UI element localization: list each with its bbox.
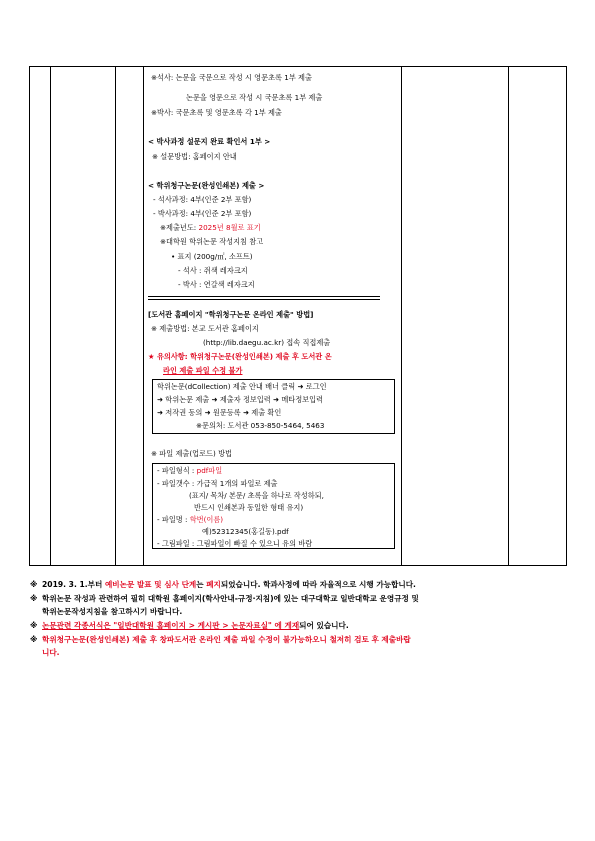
printed-cover-doctor: - 박사 : 연갈색 레자크지 [178, 280, 255, 289]
online-step-3: ➜ 저작권 동의 ➜ 원문등록 ➜ 제출 확인 [157, 408, 282, 417]
table-column-divider [508, 66, 509, 566]
section-divider [148, 299, 380, 300]
footnote-1: ※ 2019. 3. 1.부터 예비논문 발표 및 심사 단계는 폐지되었습니다. 학과사정에 따라 자율적으로 시행 가능합니다. [30, 580, 416, 589]
printed-cover: • 표지 (200g/㎡, 소프트) [171, 252, 253, 261]
abstract-doctor-line: ※박사: 국문초록 및 영문초록 각 1부 제출 [151, 108, 282, 117]
footnote-mark: ※ [30, 621, 38, 630]
section-divider [148, 296, 380, 297]
upload-filename-example: 예)52312345(홍길동).pdf [202, 527, 289, 536]
online-url: (http://lib.daegu.ac.kr) 접속 직접제출 [203, 338, 331, 347]
upload-image-note: - 그림파일 : 그림파일이 빠질 수 있으니 유의 바람 [157, 539, 313, 548]
table-column-divider [143, 66, 144, 566]
footnote-2: ※ 학위논문 작성과 관련하여 필히 대학원 홈페이지(학사안내-규정·지침)에 있는 대구대학교 일반대학교 운영규정 및 [30, 594, 419, 603]
footnote-3-highlight: 논문관련 각종서식은 "일반대학원 홈페이지 > 게시판 > 논문자료실" 에 게재 [42, 621, 300, 630]
table-border-top [29, 66, 567, 67]
printed-year [160, 223, 261, 233]
footnote-2-continued: 학위논문작성지침을 참고하시기 바랍니다. [42, 607, 183, 616]
upload-format-value: pdf파일 [196, 466, 223, 475]
table-column-divider [401, 66, 402, 566]
online-caution-line-2: 라인 제출 파일 수정 불가 [163, 366, 243, 375]
upload-format-label: - 파일형식 : [157, 466, 197, 475]
footnote-4-continued: 니다. [42, 648, 60, 657]
table-column-divider [50, 66, 51, 566]
abstract-master-line-2: 논문을 영문으로 작성 시 국문초록 1부 제출 [186, 93, 323, 102]
footnote-4: ※ 학위청구논문(완성인쇄본) 제출 후 창파도서관 온라인 제출 파일 수정이 불가능하오니 철저히 검토 후 제출바랍 [30, 635, 411, 644]
upload-count-detail-1: (표지/ 목차/ 본문/ 초록을 하나로 작성하되, [189, 491, 324, 500]
footnote-1-abolished: 폐지 [206, 580, 221, 589]
printed-master: - 석사과정: 4부(인준 2부 포함) [153, 195, 252, 204]
table-border-right [566, 66, 567, 566]
table-border-bottom [29, 565, 567, 566]
printed-year-value: 2025년 8월로 표기 [198, 223, 261, 232]
survey-heading: < 박사과정 설문지 완료 확인서 1부 > [148, 137, 271, 146]
footnote-mark: ※ [30, 594, 38, 603]
online-method: ※ 제출방법: 본교 도서관 홈페이지 [151, 324, 259, 333]
footnote-3: ※ 논문관련 각종서식은 "일반대학원 홈페이지 > 게시판 > 논문자료실" 에 게재되어 있습니다. [30, 621, 349, 630]
printed-year-label: ※제출년도: [160, 223, 199, 232]
table-border-left [29, 66, 30, 566]
online-contact: ※문의처: 도서관 053-850-5464, 5463 [196, 421, 325, 430]
abstract-master-line-1: ※석사: 논문을 국문으로 작성 시 영문초록 1부 제출 [151, 73, 312, 82]
survey-method: ※ 설문방법: 홈페이지 안내 [152, 152, 237, 161]
upload-filename-label: - 파일명 : [157, 515, 190, 524]
online-caution-line-1: ★ 유의사항: 학위청구논문(완성인쇄본) 제출 후 도서관 온 [148, 352, 332, 361]
upload-count: - 파일갯수 : 가급적 1개의 파일로 제출 [157, 479, 278, 488]
online-step-2: ➜ 학위논문 제출 ➜ 제출자 정보입력 ➜ 메타정보입력 [157, 395, 323, 404]
table-column-divider [115, 66, 116, 566]
online-step-1: 학위논문(dCollection) 제출 안내 배너 클릭 ➜ 로그인 [157, 382, 327, 391]
printed-guideline: ※대학원 학위논문 작성지침 참고 [160, 237, 264, 246]
printed-doctor: - 박사과정: 4부(인준 2부 포함) [153, 209, 252, 218]
online-heading: [도서관 홈페이지 "학위청구논문 온라인 제출" 방법] [148, 310, 314, 319]
printed-heading: < 학위청구논문(완성인쇄본) 제출 > [148, 181, 265, 190]
upload-count-detail-2: 반드시 인쇄본과 동일한 형태 유지) [194, 503, 304, 512]
footnote-mark: ※ [30, 635, 38, 644]
upload-heading: ※ 파일 제출(업로드) 방법 [151, 449, 232, 458]
footnote-mark: ※ [30, 580, 38, 589]
upload-filename [157, 515, 223, 525]
footnote-1-highlight: 예비논문 발표 및 심사 단계 [104, 580, 197, 589]
upload-filename-value: 학번(이름) [189, 515, 224, 524]
printed-cover-master: - 석사 : 쥐색 레자크지 [178, 266, 248, 275]
upload-format [157, 466, 222, 476]
